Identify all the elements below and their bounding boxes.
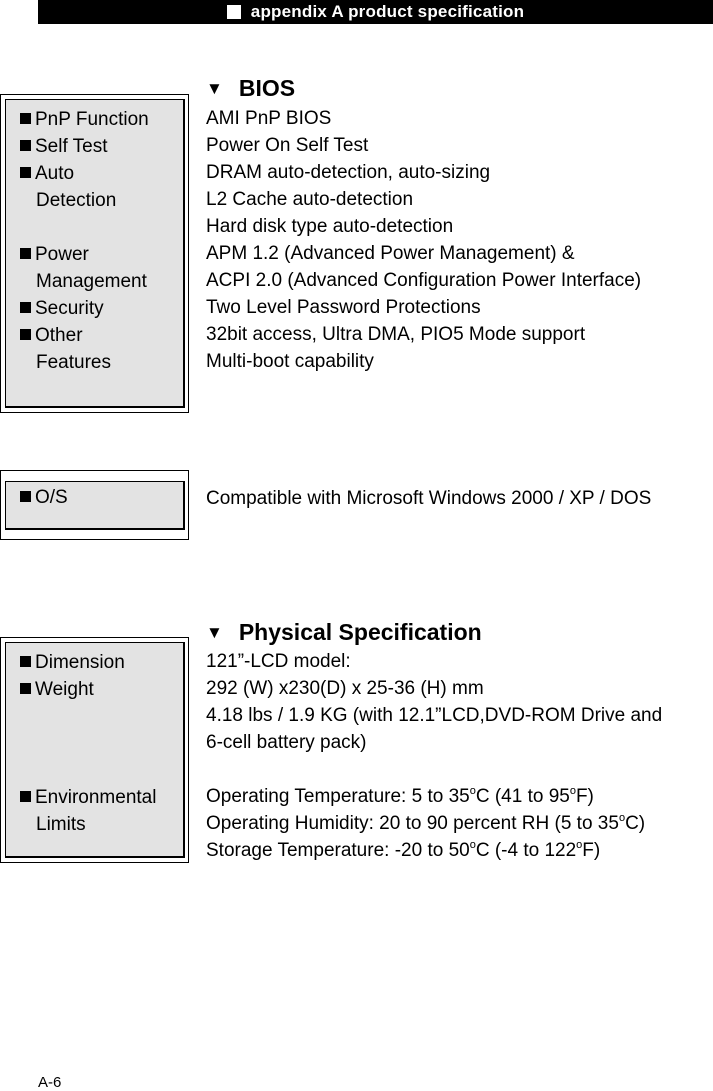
- label-text: Environmental: [35, 787, 157, 808]
- physical-line: 121”-LCD model:: [206, 651, 351, 672]
- label-auto-detection: [20, 160, 74, 187]
- label-os: [20, 484, 68, 511]
- label-environmental-limits: [20, 784, 156, 811]
- label-text: O/S: [35, 487, 68, 508]
- label-text: Dimension: [35, 652, 125, 673]
- square-bullet-icon: [20, 302, 31, 313]
- os-label-box: [0, 470, 189, 540]
- square-bullet-icon: [20, 248, 31, 259]
- physical-line: 6-cell battery pack): [206, 732, 367, 753]
- label-text: Auto: [35, 163, 75, 184]
- storage-temperature: Storage Temperature: -20 to 50$^o$C (-4 to 122$^o$F): [206, 839, 601, 861]
- square-bullet-icon: [20, 113, 31, 124]
- triangle-down-icon: ▼: [206, 623, 223, 642]
- label-text: Detection: [36, 190, 117, 211]
- label-text: Security: [35, 298, 104, 319]
- label-text: Management: [36, 271, 147, 292]
- degree-symbol: o: [469, 785, 476, 797]
- label-weight: [20, 676, 94, 703]
- label-text: Other: [35, 325, 83, 346]
- bios-line: Power On Self Test: [206, 135, 369, 156]
- triangle-down-icon: ▼: [206, 79, 223, 98]
- physical-content: [206, 648, 662, 864]
- label-self-test: [20, 133, 108, 160]
- physical-label-box: [0, 637, 189, 863]
- square-icon: [227, 5, 241, 19]
- bios-line: DRAM auto-detection, auto-sizing: [206, 162, 491, 183]
- label-text: PnP Function: [35, 109, 149, 130]
- bios-line: Two Level Password Protections: [206, 297, 481, 318]
- degree-symbol: o: [469, 839, 476, 851]
- physical-section-title: [206, 619, 482, 646]
- bios-line: L2 Cache auto-detection: [206, 189, 414, 210]
- degree-symbol: o: [576, 839, 583, 851]
- label-power-management: [20, 241, 89, 268]
- physical-line: 4.18 lbs / 1.9 KG (with 12.1”LCD,DVD-ROM Drive and: [206, 705, 663, 726]
- label-auto-detection-cont: [20, 187, 116, 214]
- header-title: appendix A product specification: [250, 2, 525, 21]
- label-text: Features: [36, 352, 111, 373]
- bios-line: Hard disk type auto-detection: [206, 216, 454, 237]
- bios-title-text: BIOS: [238, 75, 296, 101]
- bios-line: APM 1.2 (Advanced Power Management) &: [206, 243, 575, 264]
- physical-line: 292 (W) x230(D) x 25-36 (H) mm: [206, 678, 484, 699]
- square-bullet-icon: [20, 491, 31, 502]
- physical-title-text: Physical Specification: [238, 619, 482, 645]
- operating-temperature: Operating Temperature: 5 to 35$^o$C (41 to 95$^o$F): [206, 785, 594, 807]
- label-other-features: [20, 322, 83, 349]
- os-value: Compatible with Microsoft Windows 2000 / XP / DOS: [206, 488, 652, 509]
- bios-content: [206, 105, 641, 375]
- square-bullet-icon: [20, 167, 31, 178]
- label-text: Power: [35, 244, 89, 265]
- square-bullet-icon: [20, 140, 31, 151]
- page-number: A-6: [38, 1074, 62, 1091]
- bios-label-box: [0, 94, 189, 413]
- section-header-bar: [38, 0, 713, 24]
- degree-symbol: o: [569, 785, 576, 797]
- label-security: [20, 295, 104, 322]
- bios-line: Multi-boot capability: [206, 351, 374, 372]
- square-bullet-icon: [20, 329, 31, 340]
- square-bullet-icon: [20, 656, 31, 667]
- label-environmental-limits-cont: [20, 811, 86, 838]
- bios-line: 32bit access, Ultra DMA, PIO5 Mode support: [206, 324, 586, 345]
- label-other-features-cont: [20, 349, 111, 376]
- square-bullet-icon: [20, 791, 31, 802]
- label-text: Limits: [36, 814, 86, 835]
- bios-line: ACPI 2.0 (Advanced Configuration Power Interface): [206, 270, 642, 291]
- label-text: Self Test: [35, 136, 108, 157]
- label-text: Weight: [35, 679, 94, 700]
- square-bullet-icon: [20, 683, 31, 694]
- bios-line: AMI PnP BIOS: [206, 108, 332, 129]
- bios-section-title: [206, 75, 295, 102]
- label-dimension: [20, 649, 125, 676]
- degree-symbol: o: [618, 812, 626, 824]
- label-power-management-cont: [20, 268, 147, 295]
- operating-humidity: Operating Humidity: 20 to 90 percent RH (5 to 35$^o$C): [206, 812, 646, 834]
- label-pnp-function: [20, 106, 149, 133]
- os-content: [206, 485, 651, 512]
- blank-line: [206, 756, 662, 783]
